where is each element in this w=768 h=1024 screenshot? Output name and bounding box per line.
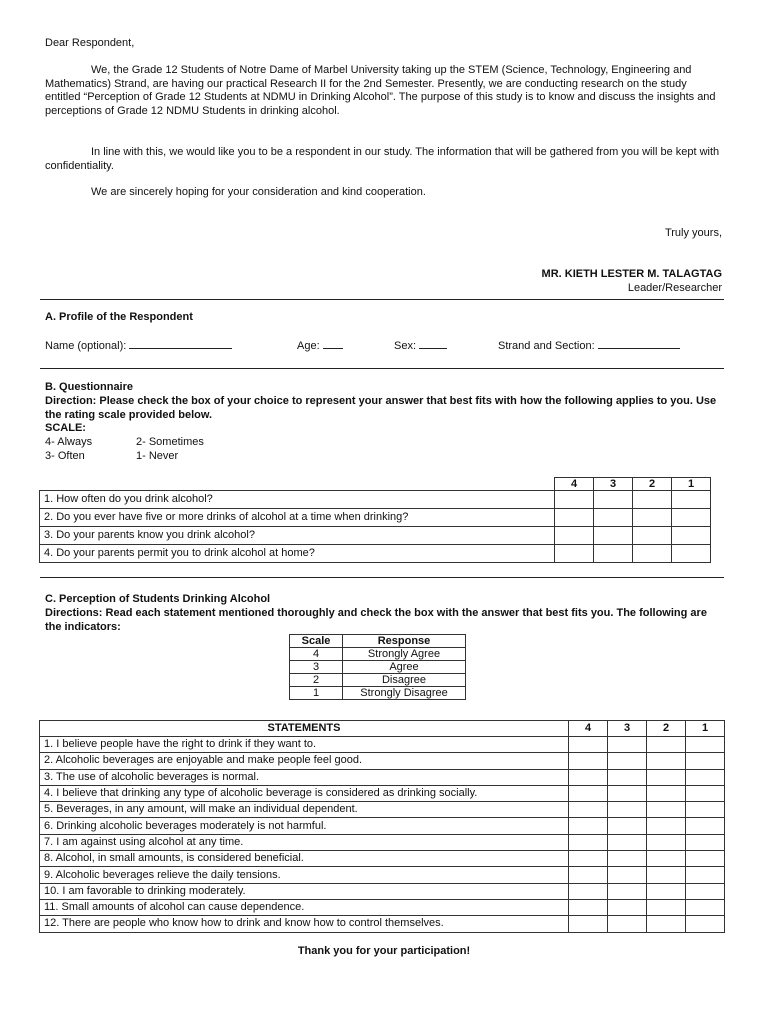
answer-cell[interactable] — [672, 491, 711, 509]
answer-cell[interactable] — [594, 545, 633, 563]
questionnaire-table — [39, 477, 711, 563]
answer-cell[interactable] — [569, 737, 608, 753]
table-row — [40, 509, 711, 527]
signer-name: MR. KIETH LESTER M. TALAGTAG — [541, 268, 722, 280]
answer-cell[interactable] — [555, 491, 594, 509]
age-field[interactable] — [323, 338, 343, 349]
answer-cell[interactable] — [633, 545, 672, 563]
answer-cell[interactable] — [686, 753, 725, 769]
strand-section-field[interactable] — [598, 338, 680, 349]
table-row — [290, 661, 466, 674]
strand-field-label: Strand and Section: — [498, 338, 680, 354]
answer-cell[interactable] — [686, 818, 725, 834]
letter-paragraph-2: In line with this, we would like you to be a respondent in our study. The information that will be gathered from you will be kept with confidentiality. — [45, 146, 720, 172]
statement-text: 11. Small amounts of alcohol can cause dependence. — [40, 899, 569, 915]
answer-cell[interactable] — [633, 527, 672, 545]
blank-header-cell — [40, 478, 555, 491]
name-field-label: Name (optional): — [45, 338, 232, 354]
divider — [40, 368, 724, 369]
table-row — [40, 491, 711, 509]
answer-cell[interactable] — [686, 867, 725, 883]
answer-cell[interactable] — [608, 851, 647, 867]
answer-cell[interactable] — [647, 753, 686, 769]
perception-heading: C. Perception of Students Drinking Alcohol — [45, 593, 271, 605]
sex-field[interactable] — [419, 338, 447, 349]
answer-cell[interactable] — [569, 834, 608, 850]
response-label: Strongly Disagree — [343, 687, 466, 700]
perception-directions: Directions: Read each statement mentioned thoroughly and check the box with the answer that best fits you. The following are the indicators: — [45, 607, 707, 633]
answer-cell[interactable] — [569, 883, 608, 899]
answer-cell[interactable] — [608, 899, 647, 915]
answer-cell[interactable] — [555, 527, 594, 545]
thank-you-note: Thank you for your participation! — [297, 945, 471, 957]
table-header-row — [290, 635, 466, 648]
answer-cell[interactable] — [686, 802, 725, 818]
signer-role: Leader/Researcher — [627, 282, 722, 294]
statement-text: 2. Alcoholic beverages are enjoyable and make people feel good. — [40, 753, 569, 769]
column-header: 2 — [633, 478, 672, 491]
table-row — [40, 527, 711, 545]
answer-cell[interactable] — [569, 769, 608, 785]
table-row — [40, 545, 711, 563]
answer-cell[interactable] — [647, 818, 686, 834]
answer-cell[interactable] — [608, 818, 647, 834]
answer-cell[interactable] — [686, 899, 725, 915]
answer-cell[interactable] — [594, 491, 633, 509]
answer-cell[interactable] — [569, 916, 608, 932]
table-row — [40, 785, 725, 801]
answer-cell[interactable] — [569, 785, 608, 801]
scale-value: 2 — [290, 674, 343, 687]
question-text: 1. How often do you drink alcohol? — [40, 491, 555, 509]
column-header: 1 — [686, 721, 725, 737]
answer-cell[interactable] — [633, 509, 672, 527]
answer-cell[interactable] — [633, 491, 672, 509]
answer-cell[interactable] — [686, 769, 725, 785]
statement-text: 6. Drinking alcoholic beverages moderately is not harmful. — [40, 818, 569, 834]
salutation: Dear Respondent, — [45, 37, 135, 49]
response-label: Strongly Agree — [343, 648, 466, 661]
column-header: 4 — [569, 721, 608, 737]
table-row — [40, 867, 725, 883]
answer-cell[interactable] — [608, 802, 647, 818]
table-header-row — [40, 721, 725, 737]
divider — [40, 577, 724, 578]
answer-cell[interactable] — [608, 916, 647, 932]
answer-cell[interactable] — [569, 899, 608, 915]
answer-cell[interactable] — [608, 769, 647, 785]
answer-cell[interactable] — [569, 867, 608, 883]
statement-text: 4. I believe that drinking any type of alcoholic beverage is considered as drinking socially. — [40, 785, 569, 801]
answer-cell[interactable] — [569, 851, 608, 867]
table-row — [290, 674, 466, 687]
age-field-label: Age: — [297, 338, 343, 354]
scale-value: 1 — [290, 687, 343, 700]
answer-cell[interactable] — [569, 818, 608, 834]
letter-paragraph-1: We, the Grade 12 Students of Notre Dame of Marbel University taking up the STEM (Science, Technology, Engineering and Mathematics) Strand, are having our practical Research II for the 2nd Semester. Presently, we are conducting research on the study entitled “Perception of Grade 12 Students at NDMU in Drinking Alcohol”. The purpose of this study is to know and discuss the insights and perceptions of Grade 12 NDMU Students in drinking alcohol. — [45, 64, 716, 117]
answer-cell[interactable] — [647, 867, 686, 883]
statements-table — [39, 720, 725, 933]
column-header: 1 — [672, 478, 711, 491]
statement-text: 10. I am favorable to drinking moderately. — [40, 883, 569, 899]
answer-cell[interactable] — [672, 527, 711, 545]
answer-cell[interactable] — [686, 785, 725, 801]
column-header: 3 — [594, 478, 633, 491]
scale-label: SCALE: — [45, 422, 86, 434]
questionnaire-heading: B. Questionnaire — [45, 381, 134, 393]
answer-cell[interactable] — [608, 785, 647, 801]
sex-field-label: Sex: — [394, 338, 447, 354]
table-row — [40, 769, 725, 785]
answer-cell[interactable] — [608, 867, 647, 883]
statement-text: 1. I believe people have the right to drink if they want to. — [40, 737, 569, 753]
answer-cell[interactable] — [647, 785, 686, 801]
table-row — [40, 753, 725, 769]
indicator-table — [289, 634, 466, 700]
column-header: Response — [343, 635, 466, 648]
table-row — [40, 899, 725, 915]
table-row — [290, 687, 466, 700]
scale-item: 1- Never — [136, 450, 179, 462]
statements-header: STATEMENTS — [40, 721, 569, 737]
answer-cell[interactable] — [647, 899, 686, 915]
question-text: 3. Do your parents know you drink alcohol? — [40, 527, 555, 545]
column-header: 3 — [608, 721, 647, 737]
answer-cell[interactable] — [647, 883, 686, 899]
profile-heading: A. Profile of the Respondent — [45, 311, 193, 323]
answer-cell[interactable] — [672, 509, 711, 527]
statement-text: 3. The use of alcoholic beverages is normal. — [40, 769, 569, 785]
answer-cell[interactable] — [672, 545, 711, 563]
answer-cell[interactable] — [686, 851, 725, 867]
answer-cell[interactable] — [647, 737, 686, 753]
answer-cell[interactable] — [647, 769, 686, 785]
statement-text: 12. There are people who know how to drink and know how to control themselves. — [40, 916, 569, 932]
answer-cell[interactable] — [686, 916, 725, 932]
response-label: Agree — [343, 661, 466, 674]
answer-cell[interactable] — [569, 802, 608, 818]
scale-value: 3 — [290, 661, 343, 674]
answer-cell[interactable] — [555, 545, 594, 563]
letter-paragraph-3: We are sincerely hoping for your consideration and kind cooperation. — [91, 186, 426, 198]
table-row — [40, 916, 725, 932]
scale-item: 4- Always — [45, 436, 93, 448]
answer-cell[interactable] — [608, 834, 647, 850]
answer-cell[interactable] — [647, 802, 686, 818]
answer-cell[interactable] — [594, 509, 633, 527]
column-header: Scale — [290, 635, 343, 648]
name-field[interactable] — [129, 338, 232, 349]
answer-cell[interactable] — [686, 883, 725, 899]
statement-text: 8. Alcohol, in small amounts, is considered beneficial. — [40, 851, 569, 867]
column-header: 2 — [647, 721, 686, 737]
table-row — [40, 834, 725, 850]
question-text: 2. Do you ever have five or more drinks of alcohol at a time when drinking? — [40, 509, 555, 527]
questionnaire-direction: Direction: Please check the box of your choice to represent your answer that best fits with how the following applies to you. Use the rating scale provided below. — [45, 395, 717, 421]
scale-item: 3- Often — [45, 450, 85, 462]
table-row — [40, 802, 725, 818]
table-row — [40, 883, 725, 899]
statement-text: 7. I am against using alcohol at any time. — [40, 834, 569, 850]
answer-cell[interactable] — [594, 527, 633, 545]
answer-cell[interactable] — [555, 509, 594, 527]
scale-item: 2- Sometimes — [136, 436, 204, 448]
answer-cell[interactable] — [608, 883, 647, 899]
closing: Truly yours, — [664, 227, 722, 239]
answer-cell[interactable] — [647, 916, 686, 932]
divider — [40, 299, 724, 300]
answer-cell[interactable] — [608, 737, 647, 753]
table-row — [40, 818, 725, 834]
table-row — [40, 737, 725, 753]
column-header: 4 — [555, 478, 594, 491]
answer-cell[interactable] — [686, 834, 725, 850]
question-text: 4. Do your parents permit you to drink alcohol at home? — [40, 545, 555, 563]
table-row — [290, 648, 466, 661]
answer-cell[interactable] — [686, 737, 725, 753]
answer-cell[interactable] — [647, 851, 686, 867]
response-label: Disagree — [343, 674, 466, 687]
answer-cell[interactable] — [608, 753, 647, 769]
statement-text: 9. Alcoholic beverages relieve the daily tensions. — [40, 867, 569, 883]
answer-cell[interactable] — [647, 834, 686, 850]
profile-fields — [45, 338, 725, 352]
table-row — [40, 851, 725, 867]
statement-text: 5. Beverages, in any amount, will make an individual dependent. — [40, 802, 569, 818]
table-header-row — [40, 478, 711, 491]
answer-cell[interactable] — [569, 753, 608, 769]
scale-value: 4 — [290, 648, 343, 661]
